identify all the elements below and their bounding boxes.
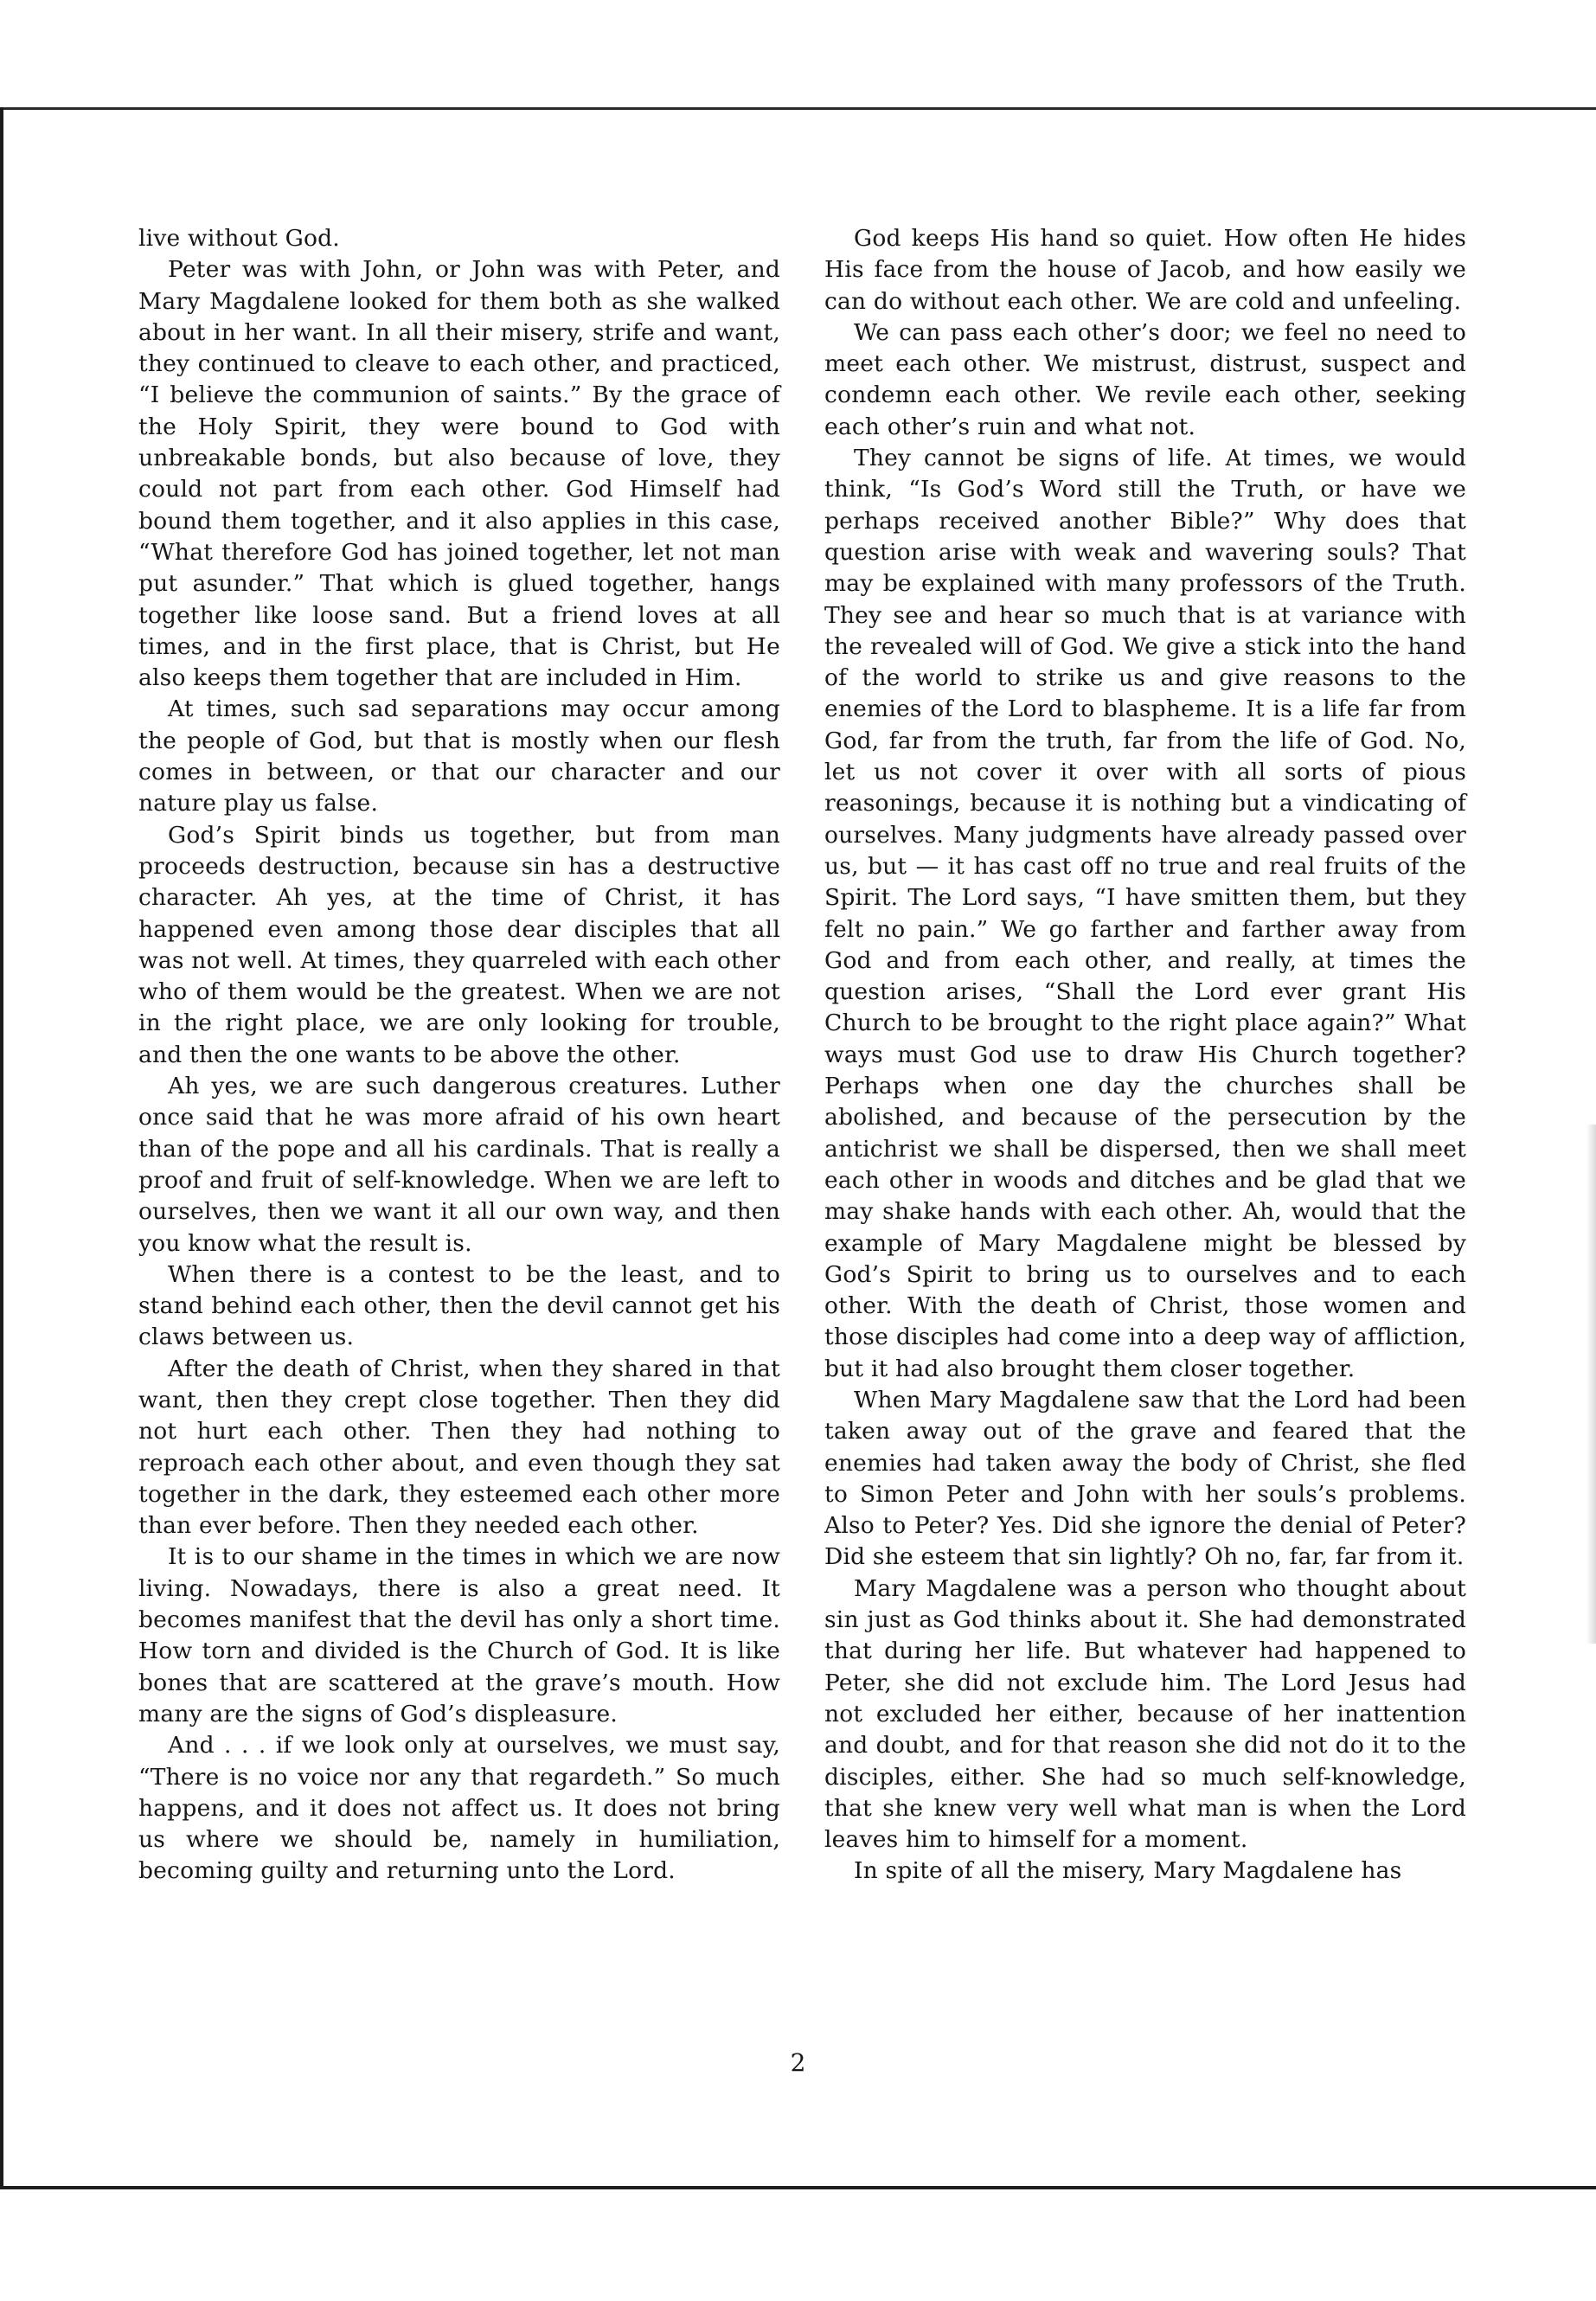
paragraph: And . . . if we look only at ourselves, we must say, “There is no voice nor any that regardeth.” So much happens, and it does not affect us. It does not bring us where we should be, namely in humiliation, becoming guilty and returning unto the Lord.: [138, 1732, 780, 1885]
paragraph: When Mary Magdalene saw that the Lord had been taken away out of the grave and feared that the enemies had taken away the body of Christ, she fled to Simon Peter and John with her souls’s problems. Also to Peter? Yes. Did she ignore the denial of Peter? Did she esteem that sin lightly? Oh no, far, far from it.: [824, 1386, 1466, 1571]
scan-left-border: [0, 107, 3, 2188]
paragraph: They cannot be signs of life. At times, we would think, “Is God’s Word still the Truth, or have we perhaps received another Bible?” Why does that question arise with weak and wavering souls? That may be explained with many professors of the Truth. They see and hear so much that is at variance with the revealed will of God. We give a stick into the hand of the world to strike us and give reasons to the enemies of the Lord to blaspheme. It is a life far from God, far from the truth, far from the life of God. No, let us not cover it over with all sorts of pious reasonings, because it is nothing but a vindicating of ourselves. Many judgments have already passed over us, but — it has cast off no true and real fruits of the Spirit. The Lord says, “I have smitten them, but they felt no pain.” We go farther and farther away from God and from each other, and really, at times the question arises, “Shall the Lord ever grant His Church to be brought to the right place again?” What ways must God use to draw His Church together? Perhaps when one day the churches shall be abolished, and because of the persecution by the antichrist we shall be dispersed, then we shall meet each other in woods and ditches and be glad that we may shake hands with each other. Ah, would that the example of Mary Magdalene might be blessed by God’s Spirit to bring us to ourselves and to each other. With the death of Christ, those women and those disciples had come into a deep way of affliction, but it had also brought them closer together.: [824, 445, 1466, 1382]
paragraph: Ah yes, we are such dangerous creatures. Luther once said that he was more afraid of his own heart than of the pope and all his cardinals. That is really a proof and fruit of self-knowledge. When we are left to ourselves, then we want it all our own way, and then you know what the result is.: [138, 1073, 780, 1257]
scan-top-border: [0, 107, 1596, 110]
scan-bottom-border: [0, 2186, 1596, 2189]
paragraph: We can pass each other’s door; we feel no need to meet each other. We mistrust, distrust, suspect and condemn each other. We revile each other, seeking each other’s ruin and what not.: [824, 318, 1466, 440]
paragraph: At times, such sad separations may occur among the people of God, but that is mostly when our flesh comes in between, or that our character and our nature play us false.: [138, 695, 780, 817]
paragraph: God keeps His hand so quiet. How often He hides His face from the house of Jacob, and how easily we can do without each other. We are cold and unfeeling.: [824, 225, 1466, 315]
right-column: [824, 223, 1466, 1888]
scan-right-shadow: [1586, 1125, 1596, 1644]
paragraph: It is to our shame in the times in which we are now living. Nowadays, there is also a great need. It becomes manifest that the devil has only a short time. How torn and divided is the Church of God. It is like bones that are scattered at the grave’s mouth. How many are the signs of God’s displeasure.: [138, 1543, 780, 1727]
paragraph: When there is a contest to be the least, and to stand behind each other, then the devil cannot get his claws between us.: [138, 1260, 780, 1351]
paragraph: live without God.: [138, 225, 340, 252]
paragraph: Mary Magdalene was a person who thought about sin just as God thinks about it. She had demonstrated that during her life. But whatever had happened to Peter, she did not exclude him. The Lord Jesus had not excluded her either, because of her inattention and doubt, and for that reason she did not do it to the disciples, either. She had so much self-knowledge, that she knew very well what man is when the Lord leaves him to himself for a moment.: [824, 1574, 1466, 1854]
paragraph: In spite of all the misery, Mary Magdalene has: [854, 1857, 1402, 1885]
page-number: 2: [790, 2048, 806, 2077]
paragraph: After the death of Christ, when they shared in that want, then they crept close together. Then they did not hurt each other. Then they had nothing to reproach each other about, and even though they sat together in the dark, they esteemed each other more than ever before. Then they needed each other.: [138, 1355, 780, 1540]
left-column: [138, 223, 780, 1888]
paragraph: God’s Spirit binds us together, but from man proceeds destruction, because sin has a destructive character. Ah yes, at the time of Christ, it has happened even among those dear disciples that all was not well. At times, they quarreled with each other who of them would be the greatest. When we are not in the right place, we are only looking for trouble, and then the one wants to be above the other.: [138, 821, 781, 1068]
paragraph: Peter was with John, or John was with Peter, and Mary Magdalene looked for them both as she walked about in her want. In all their misery, strife and want, they continued to cleave to each other, and practiced, “I believe the communion of saints.” By the grace of the Holy Spirit, they were bound to God with unbreakable bonds, but also because of love, they could not part from each other. God Himself had bound them together, and it also applies in this case, “What therefore God has joined together, let not man put asunder.” That which is glued together, hangs together like loose sand. But a friend loves at all times, and in the first place, that is Christ, but He also keeps them together that are included in Him.: [138, 256, 780, 692]
